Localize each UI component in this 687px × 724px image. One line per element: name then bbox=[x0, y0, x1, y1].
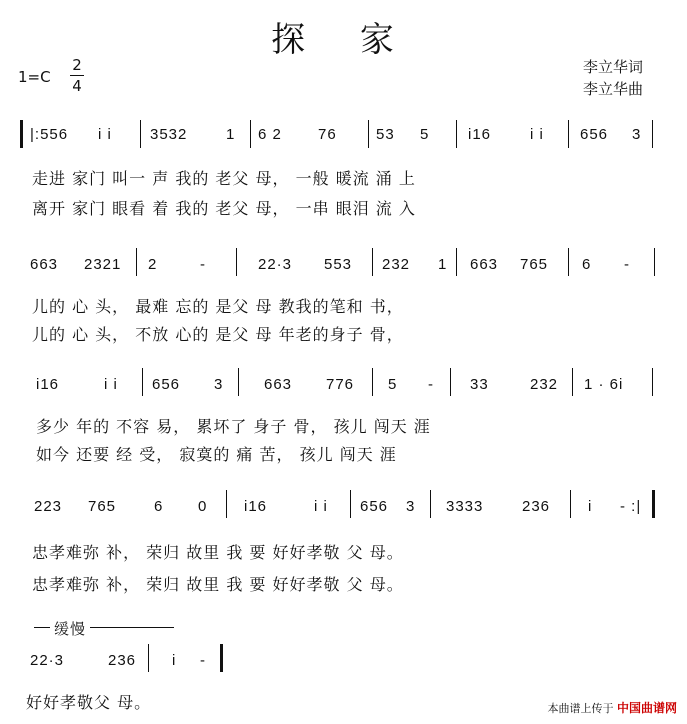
note-group: 663 bbox=[30, 256, 59, 273]
tempo-mark: 缓慢 bbox=[50, 618, 90, 639]
note-group: i i bbox=[104, 376, 118, 393]
note-group: 765 bbox=[520, 256, 549, 273]
note-group: 223 bbox=[34, 498, 63, 515]
lyric-line-2: 忠孝难弥 补， 荣归 故里 我 要 好好孝敬 父 母。 bbox=[32, 575, 404, 594]
note-group: 3 bbox=[632, 126, 642, 143]
time-signature-bottom: 4 bbox=[72, 77, 82, 95]
note-group: - bbox=[200, 652, 206, 669]
note-group: 2321 bbox=[84, 256, 122, 273]
note-group: 1 · 6i bbox=[584, 376, 624, 393]
note-group: - bbox=[428, 376, 434, 393]
page-title: 探 家 bbox=[271, 20, 416, 60]
footer-text: 本曲谱上传于 bbox=[547, 702, 614, 715]
note-group: 6 bbox=[154, 498, 164, 515]
note-group: 22·3 bbox=[258, 256, 293, 273]
note-group: i bbox=[172, 652, 177, 669]
note-group: 236 bbox=[522, 498, 551, 515]
note-group: 3333 bbox=[446, 498, 484, 515]
time-signature-top: 2 bbox=[72, 56, 82, 74]
note-group: 33 bbox=[470, 376, 489, 393]
note-group: 236 bbox=[108, 652, 137, 669]
lyric-line-2: 离开 家门 眼看 着 我的 老父 母， 一串 眼泪 流 入 bbox=[32, 199, 416, 218]
note-group: 5 bbox=[420, 126, 430, 143]
note-group: 232 bbox=[530, 376, 559, 393]
note-group: 5 bbox=[388, 376, 398, 393]
note-group: 76 bbox=[318, 126, 337, 143]
note-group: 2 bbox=[148, 256, 158, 273]
note-group: 553 bbox=[324, 256, 353, 273]
lyric-line-1: 多少 年的 不容 易， 累坏了 身子 骨， 孩儿 闯天 涯 bbox=[36, 417, 431, 436]
note-group: 3532 bbox=[150, 126, 188, 143]
note-group: 1 bbox=[438, 256, 448, 273]
note-group: i16 bbox=[468, 126, 492, 143]
lyric-line-1: 走进 家门 叫一 声 我的 老父 母， 一般 暖流 涌 上 bbox=[32, 169, 416, 188]
footer bbox=[547, 699, 677, 716]
note-group: 3 bbox=[406, 498, 416, 515]
note-group: i bbox=[588, 498, 593, 515]
note-group: i i bbox=[314, 498, 328, 515]
lyric-line-1: 儿的 心 头， 最难 忘的 是父 母 教我的笔和 书， bbox=[32, 297, 404, 316]
note-group: 6 bbox=[582, 256, 592, 273]
note-group: 3 bbox=[214, 376, 224, 393]
note-group: 232 bbox=[382, 256, 411, 273]
note-group: - :| bbox=[620, 498, 642, 515]
lyric-line-1: 忠孝难弥 补， 荣归 故里 我 要 好好孝敬 父 母。 bbox=[32, 543, 404, 562]
note-group: 0 bbox=[198, 498, 208, 515]
note-group: 6 2 bbox=[258, 126, 282, 143]
key-signature: 1=C bbox=[18, 68, 51, 86]
note-group: i i bbox=[98, 126, 112, 143]
time-signature bbox=[70, 56, 84, 95]
note-group: 53 bbox=[376, 126, 395, 143]
composer-credit: 李立华曲 bbox=[582, 80, 643, 98]
lyric-line-2: 如今 还要 经 受， 寂寞的 痛 苦， 孩儿 闯天 涯 bbox=[36, 445, 397, 464]
note-group: 663 bbox=[264, 376, 293, 393]
note-group: i i bbox=[530, 126, 544, 143]
note-group: 656 bbox=[360, 498, 389, 515]
note-group: 1 bbox=[226, 126, 236, 143]
note-group: - bbox=[624, 256, 630, 273]
note-group: 656 bbox=[580, 126, 609, 143]
note-group: 663 bbox=[470, 256, 499, 273]
note-group: 776 bbox=[326, 376, 355, 393]
note-group: 765 bbox=[88, 498, 117, 515]
note-group: i16 bbox=[244, 498, 268, 515]
lyric-line-1: 好好孝敬父 母。 bbox=[26, 693, 152, 712]
lyric-line-2: 儿的 心 头， 不放 心的 是父 母 年老的身子 骨， bbox=[32, 325, 404, 344]
site-logo[interactable]: 中国曲谱网 bbox=[616, 701, 677, 715]
note-group: 656 bbox=[152, 376, 181, 393]
note-group: 22·3 bbox=[30, 652, 65, 669]
lyricist-credit: 李立华词 bbox=[582, 58, 643, 76]
note-group: - bbox=[200, 256, 206, 273]
note-group: |:556 bbox=[30, 126, 69, 143]
note-group: i16 bbox=[36, 376, 60, 393]
